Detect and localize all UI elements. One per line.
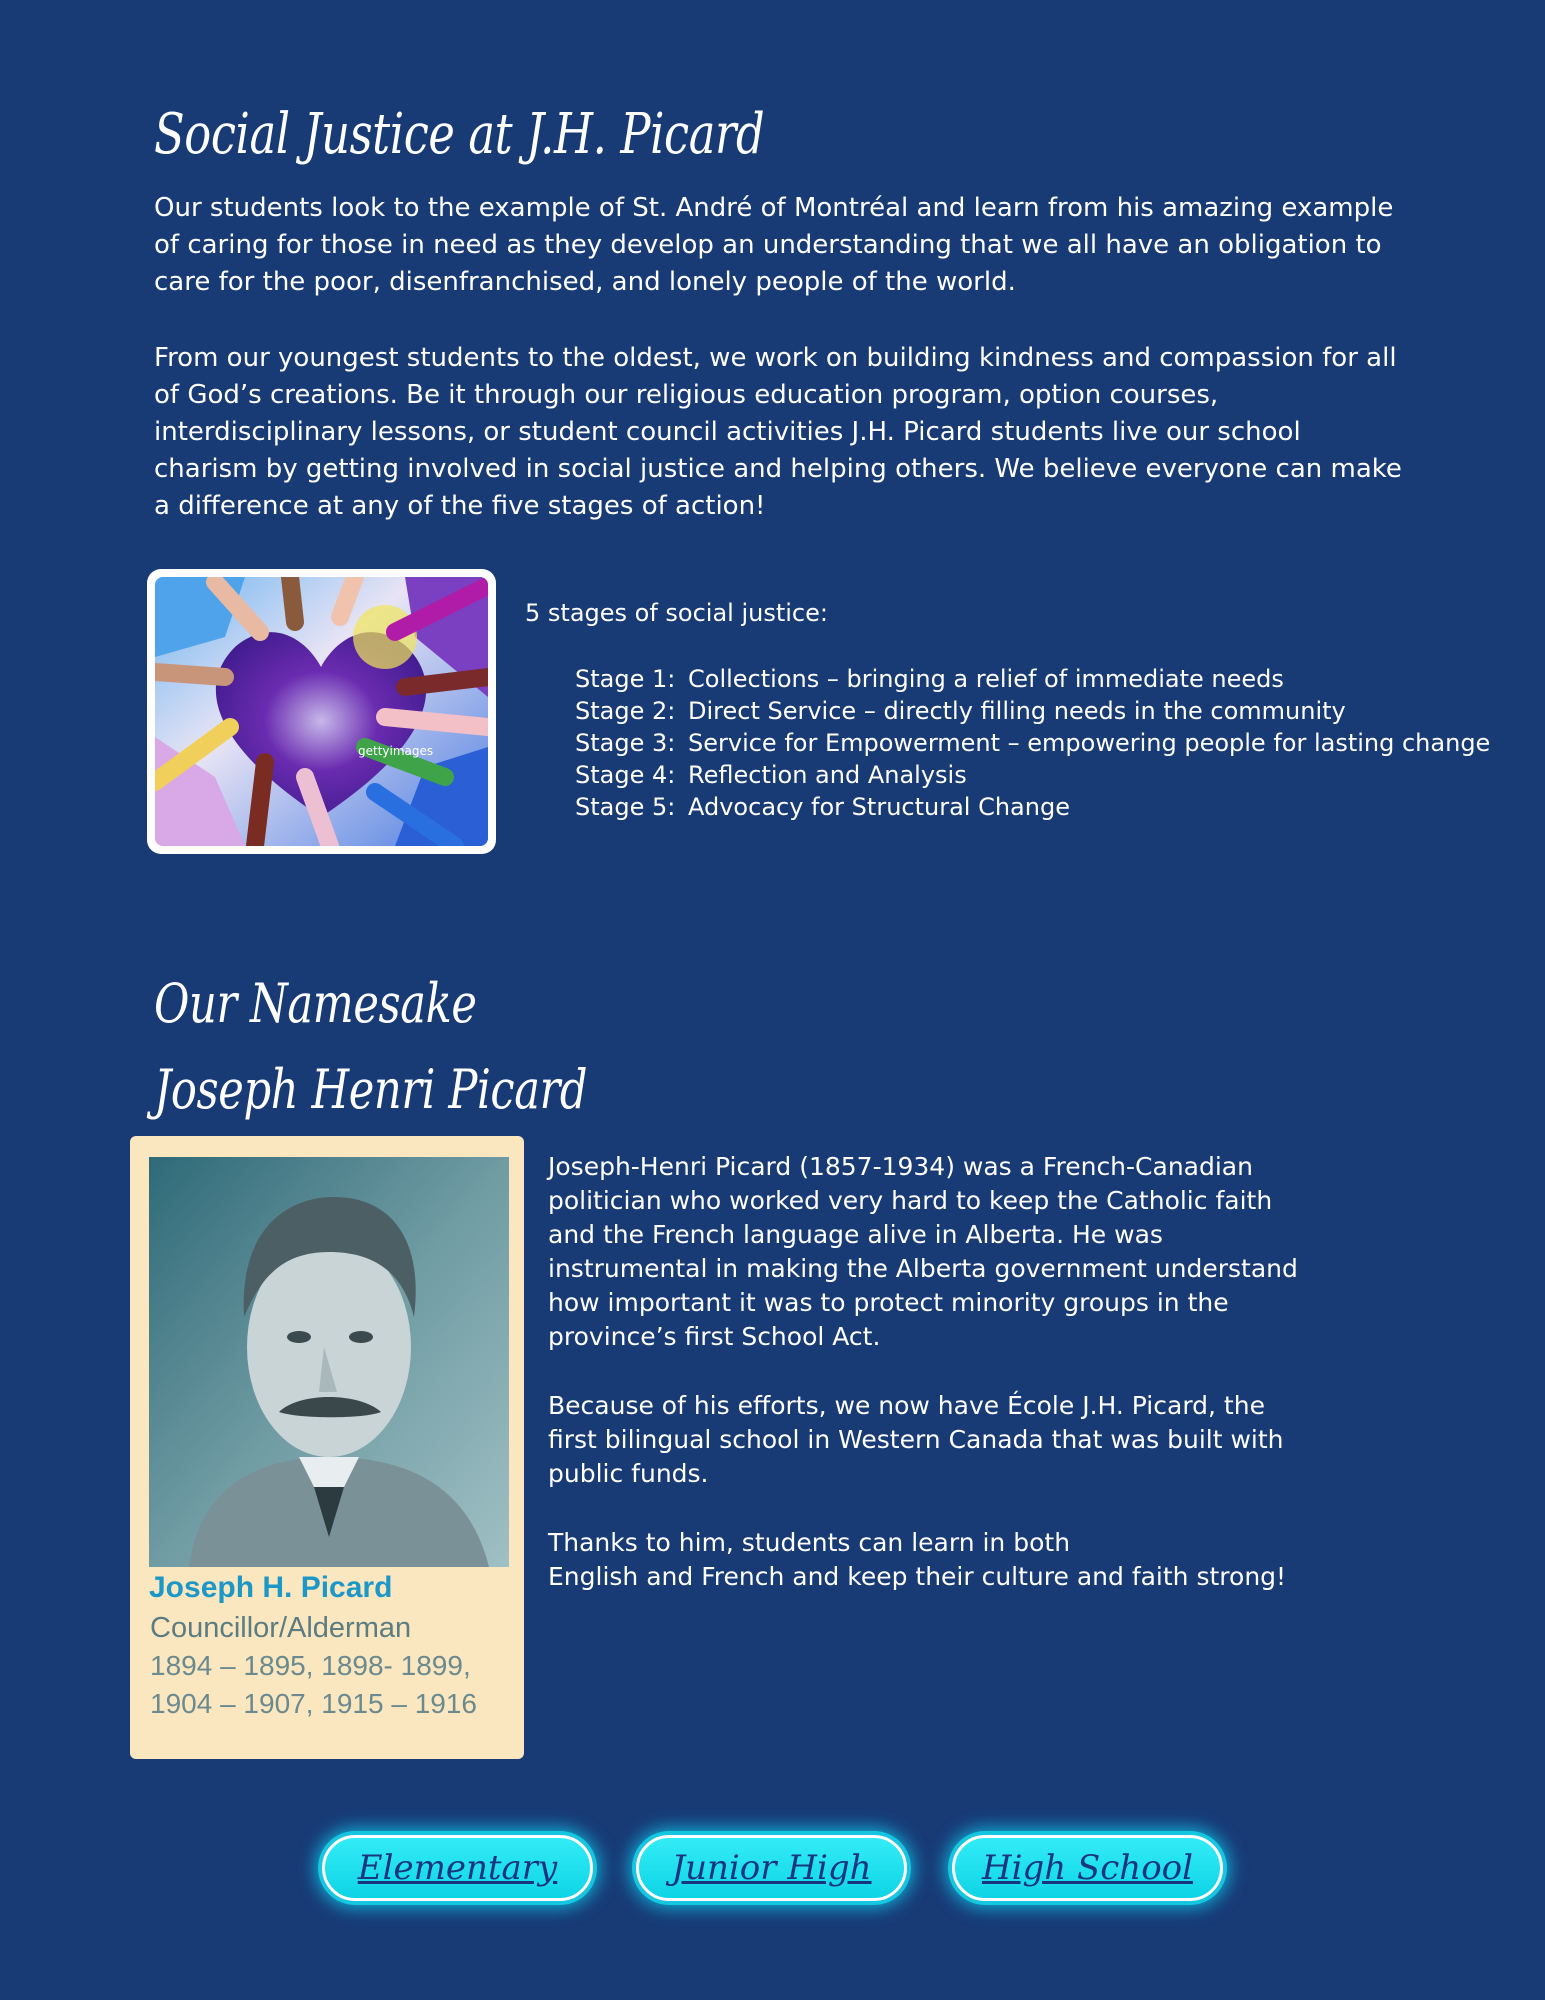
legacy-paragraph [548,1526,1348,1594]
school-paragraph: Because of his efforts, we now have École J.H. Picard, the first bilingual school in Western Canada that was built with public funds. [548,1391,1284,1488]
caption-years: 1904 – 1907, 1915 – 1916 [150,1688,477,1719]
charism-paragraph: From our youngest students to the oldest, we work on building kindness and compassion for all of God’s creations. Be it through our religious education program, option courses, interdisciplinary lessons, or student council activities J.H. Picard students live our school charism by getting involved in social justice and helping others. We believe everyone can make a difference at any of the five stages of action! [154,343,1402,521]
junior-high-button[interactable]: Junior High [636,1835,907,1901]
list-item [575,695,1490,727]
elementary-button[interactable]: Elementary [322,1835,593,1901]
stage-label: Stage 3: [575,729,676,757]
stage-text: Advocacy for Structural Change [688,793,1070,821]
caption-years: 1894 – 1895, 1898- 1899, [150,1650,471,1681]
caption-role: Councillor/Alderman [150,1612,412,1644]
stage-label: Stage 4: [575,761,676,789]
stage-label: Stage 1: [575,665,676,693]
namesake-title: Our Namesake [154,972,477,1035]
stage-label: Stage 5: [575,793,676,821]
stages-list [575,663,1490,823]
list-item [575,759,1490,791]
social-justice-title: Social Justice at J.H. Picard [154,102,765,167]
stage-label: Stage 2: [575,697,676,725]
legacy-line: Thanks to him, students can learn in both [548,1528,1071,1557]
helping-hands-image [147,569,496,854]
stage-text: Reflection and Analysis [688,761,967,789]
legacy-line: English and French and keep their culture and faith strong! [548,1562,1287,1591]
stage-text: Service for Empowerment – empowering people for lasting change [688,729,1491,757]
list-item [575,727,1490,759]
list-item [575,663,1490,695]
biography-paragraph: Joseph-Henri Picard (1857-1934) was a French-Canadian politician who worked very hard to keep the Catholic faith and the French language alive in Alberta. He was instrumental in making the Alberta government understand how important it was to protect minority groups in the province’s first School Act. [548,1152,1298,1351]
high-school-button[interactable]: High School [952,1835,1223,1901]
helping-hands-illustration [155,577,488,846]
intro-paragraph: Our students look to the example of St. André of Montréal and learn from his amazing example of caring for those in need as they develop an understanding that we all have an obligation to care for the poor, disenfranchised, and lonely people of the world. [154,193,1394,297]
list-item [575,791,1490,823]
caption-name: Joseph H. Picard [149,1571,393,1604]
stage-text: Collections – bringing a relief of immediate needs [688,665,1284,693]
stages-heading: 5 stages of social justice: [525,599,828,627]
stage-text: Direct Service – directly filling needs in the community [688,697,1346,725]
watermark-text: gettyimages [358,744,434,758]
namesake-name-title: Joseph Henri Picard [154,1058,588,1121]
